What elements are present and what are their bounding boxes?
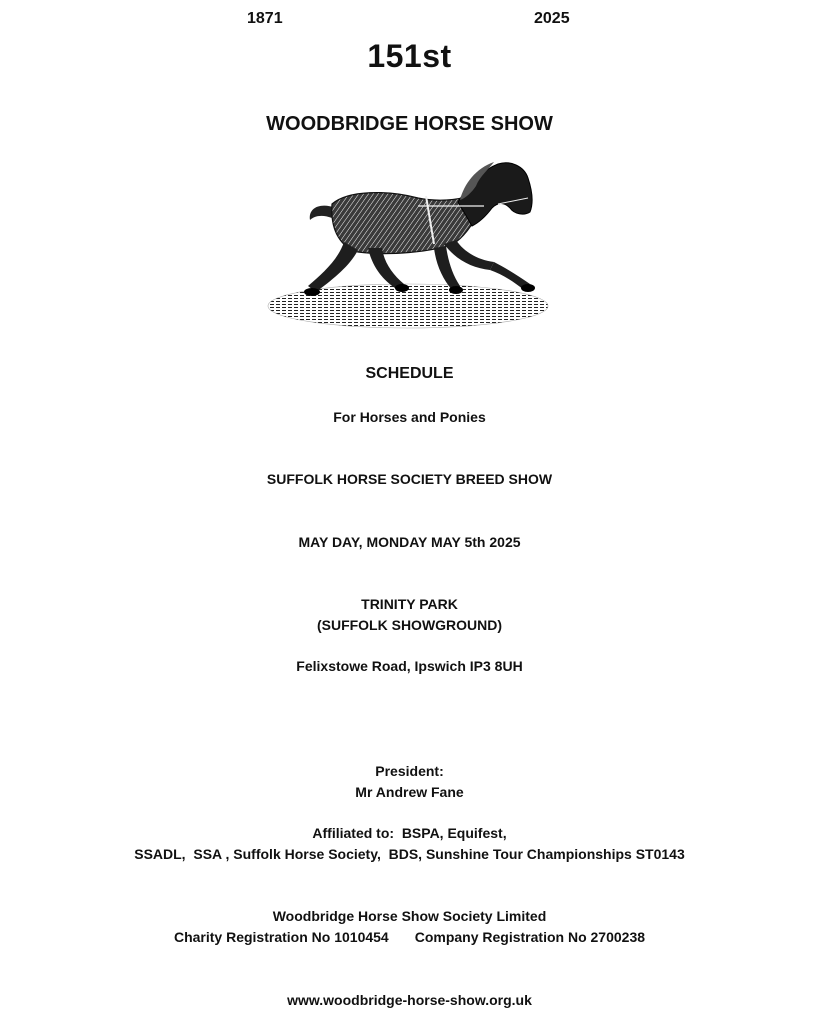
charity-registration: Charity Registration No 1010454 — [173, 929, 389, 945]
website-link[interactable]: www.woodbridge-horse-show.org.uk — [287, 992, 532, 1008]
horse-engraving-icon — [258, 156, 554, 346]
horse-illustration — [258, 156, 554, 346]
edition-number: 151st — [367, 38, 452, 74]
affiliations-line-2: SSADL, SSA , Suffolk Horse Society, BDS, Sunshine Tour Championships ST0143 — [134, 846, 685, 862]
president-label: President: — [375, 763, 444, 779]
venue-subname: (SUFFOLK SHOWGROUND) — [316, 617, 503, 633]
year-start: 1871 — [247, 10, 283, 27]
schedule-heading: SCHEDULE — [365, 365, 454, 382]
registration-numbers — [0, 929, 819, 945]
show-date: MAY DAY, MONDAY MAY 5th 2025 — [298, 534, 521, 550]
company-registration: Company Registration No 2700238 — [414, 929, 646, 945]
schedule-subtitle: For Horses and Ponies — [333, 409, 486, 425]
venue-address: Felixstowe Road, Ipswich IP3 8UH — [296, 658, 523, 674]
year-end: 2025 — [534, 10, 570, 27]
affiliations-line-1: Affiliated to: BSPA, Equifest, — [312, 825, 507, 841]
president-name: Mr Andrew Fane — [355, 784, 464, 800]
breed-show-line: SUFFOLK HORSE SOCIETY BREED SHOW — [266, 471, 553, 487]
show-title: WOODBRIDGE HORSE SHOW — [266, 113, 553, 135]
society-name: Woodbridge Horse Show Society Limited — [272, 908, 547, 924]
venue-name: TRINITY PARK — [361, 596, 458, 612]
